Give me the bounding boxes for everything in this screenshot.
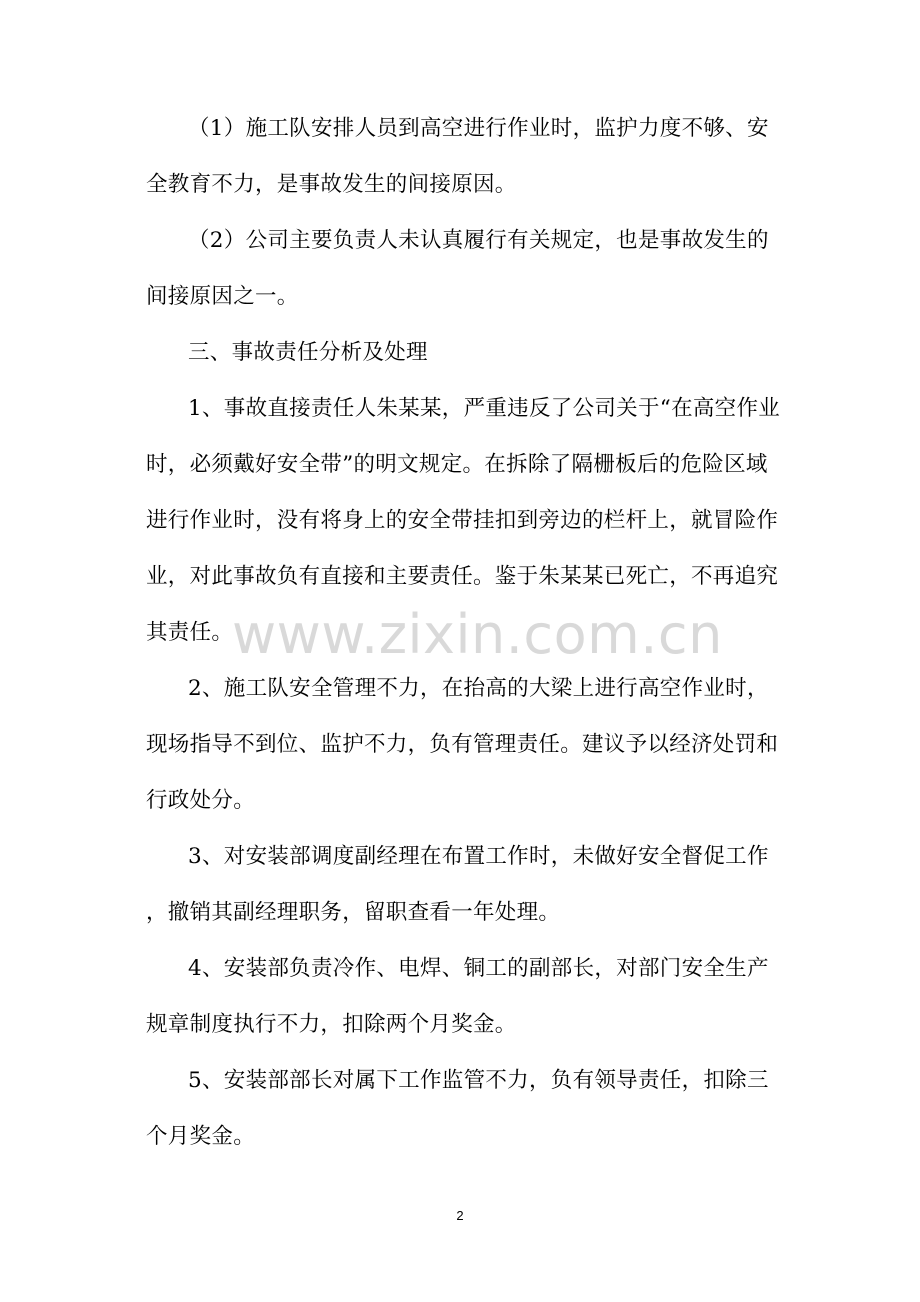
- page-number: 2: [456, 1208, 464, 1223]
- paragraph-4-line-3: 进行作业时，没有将身上的安全带挂扣到旁边的栏杆上，就冒险作: [146, 508, 779, 533]
- paragraph-5-line-1: 2、施工队安全管理不力，在抬高的大梁上进行高空作业时，: [188, 676, 769, 701]
- watermark: www.zixin.com.cn: [232, 603, 723, 666]
- paragraph-4-line-1: 1、事故直接责任人朱某某，严重违反了公司关于“在高空作业: [188, 396, 781, 421]
- paragraph-4-line-4: 业，对此事故负有直接和主要责任。鉴于朱某某已死亡，不再追究: [146, 564, 779, 589]
- paragraph-8-line-2: 个月奖金。: [146, 1124, 256, 1149]
- paragraph-6-line-2: ，撤销其副经理职务，留职查看一年处理。: [146, 900, 561, 925]
- paragraph-1-line-1: （1）施工队安排人员到高空进行作业时，监护力度不够、安: [188, 116, 769, 141]
- paragraph-4-line-2: 时，必须戴好安全带”的明文规定。在拆除了隔栅板后的危险区域: [146, 452, 768, 477]
- paragraph-5-line-2: 现场指导不到位、监护不力，负有管理责任。建议予以经济处罚和: [146, 732, 779, 757]
- paragraph-4-line-5: 其责任。: [146, 620, 234, 645]
- paragraph-6-line-1: 3、对安装部调度副经理在布置工作时，未做好安全督促工作: [188, 844, 769, 869]
- paragraph-8-line-1: 5、安装部部长对属下工作监管不力，负有领导责任，扣除三: [188, 1068, 769, 1093]
- paragraph-2-line-2: 间接原因之一。: [146, 284, 299, 309]
- paragraph-1-line-2: 全教育不力，是事故发生的间接原因。: [146, 172, 517, 197]
- paragraph-7-line-2: 规章制度执行不力，扣除两个月奖金。: [146, 1012, 517, 1037]
- section-heading: 三、事故责任分析及处理: [188, 340, 428, 365]
- paragraph-2-line-1: （2）公司主要负责人未认真履行有关规定，也是事故发生的: [188, 228, 769, 253]
- paragraph-5-line-3: 行政处分。: [146, 788, 256, 813]
- paragraph-7-line-1: 4、安装部负责冷作、电焊、铜工的副部长，对部门安全生产: [188, 956, 769, 981]
